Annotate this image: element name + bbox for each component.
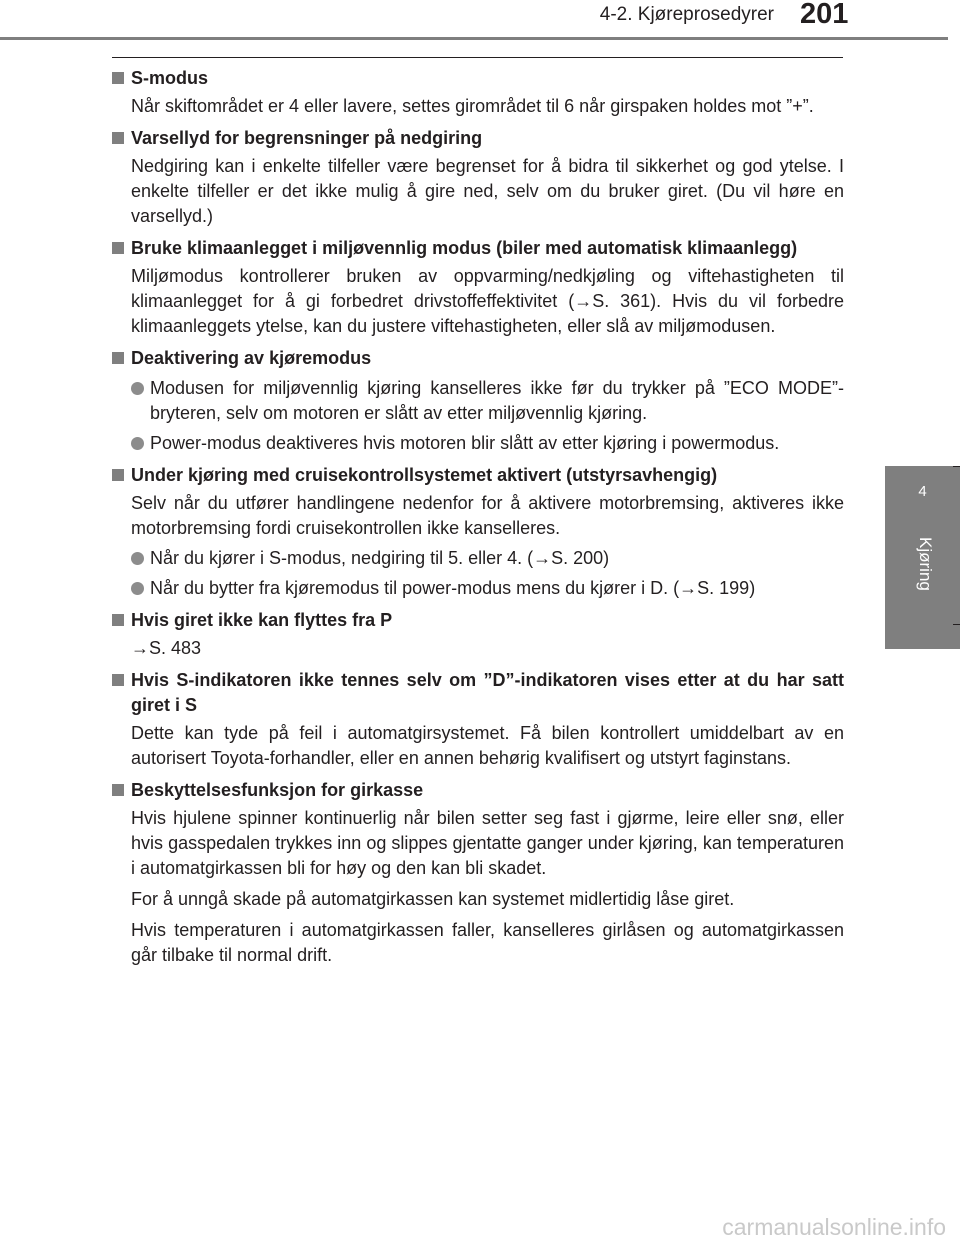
square-bullet-icon [112, 784, 124, 796]
square-bullet-icon [112, 242, 124, 254]
square-bullet-icon [112, 72, 124, 84]
circle-bullet-icon [131, 437, 144, 450]
section [112, 236, 844, 339]
square-bullet-icon [112, 352, 124, 364]
square-bullet-icon [112, 674, 124, 686]
page-number: 201 [800, 0, 849, 30]
section-paragraph: For å unngå skade på automatgirkassen kan systemet midlertidig låse giret. [131, 889, 735, 909]
section-heading-text: Deaktivering av kjøremodus [131, 348, 372, 368]
section-paragraph: Dette kan tyde på feil i automatgirsystemet. Få bilen kontrollert umiddelbart av en autorisert Toyota-forhandler, eller en annen behørig kvalifisert og utstyrt faginstans. [131, 723, 844, 768]
section-paragraph: Miljømodus kontrollerer bruken av oppvarming/nedkjøling og viftehastigheten til klimaanlegget for å gi forbedret drivstoffeffektivitet (→S. 361). Hvis du vil forbedre klimaanleggets ytelse, kan du justere viftehastigheten, eller slå av miljømodusen. [131, 266, 844, 336]
bullet-text: Power-modus deaktiveres hvis motoren blir slått av etter kjøring i powermodus. [150, 433, 780, 453]
section-heading [112, 66, 844, 91]
section [112, 66, 844, 119]
section [112, 778, 844, 968]
bullet-item [131, 376, 844, 426]
square-bullet-icon [112, 614, 124, 626]
bullet-text: Når du kjører i S-modus, nedgiring til 5. eller 4. (→S. 200) [150, 548, 610, 568]
section-heading-text: Bruke klimaanlegget i miljøvennlig modus (biler med automatisk klimaanlegg) [131, 238, 798, 258]
header-rule [0, 37, 948, 40]
watermark: carmanualsonline.info [722, 1214, 946, 1240]
content-top-rule [112, 57, 843, 58]
side-tick-bottom [953, 624, 960, 625]
side-tick-top [953, 466, 960, 467]
section-paragraph: Nedgiring kan i enkelte tilfeller være begrenset for å bidra til sikkerhet og god ytelse. I enkelte tilfeller er det ikke mulig å gire ned, selv om du bruker giret. (Du vil høre en varsellyd.) [131, 156, 844, 226]
chapter-side-tab [885, 466, 960, 649]
section-heading [112, 778, 844, 803]
circle-bullet-icon [131, 382, 144, 395]
section-heading [112, 346, 844, 371]
circle-bullet-icon [131, 582, 144, 595]
section-heading-text: S-modus [131, 68, 209, 88]
section-heading-text: Hvis S-indikatoren ikke tennes selv om ”D”-indikatoren vises etter at du har satt giret i S [131, 670, 844, 715]
bullet-text: Når du bytter fra kjøremodus til power-modus mens du kjører i D. (→S. 199) [150, 578, 756, 598]
section [112, 346, 844, 456]
section [112, 608, 844, 661]
section-heading-text: Varsellyd for begrensninger på nedgiring [131, 128, 483, 148]
section-paragraph: Hvis hjulene spinner kontinuerlig når bilen setter seg fast i gjørme, leire eller snø, eller hvis gasspedalen trykkes inn og slippes gjentatte ganger under kjøring, kan temperaturen i automatgirkassen bli for høy og den kan bli skadet. [131, 808, 844, 878]
bullet-item [131, 576, 844, 601]
section-paragraph: Når skiftområdet er 4 eller lavere, settes girområdet til 6 når girspaken holdes mot ”+”. [131, 96, 814, 116]
section [112, 463, 844, 601]
section [112, 126, 844, 229]
bullet-text: Modusen for miljøvennlig kjøring kanselleres ikke før du trykker på ”ECO MODE”-bryteren, selv om motoren er slått av etter miljøvennlig kjøring. [150, 378, 844, 423]
section-paragraph: Hvis temperaturen i automatgirkassen faller, kanselleres girlåsen og automatgirkassen går tilbake til normal drift. [131, 920, 844, 965]
section-heading [112, 668, 844, 718]
section-heading [112, 608, 844, 633]
chapter-number: 4 [918, 483, 927, 500]
section-heading-text: Hvis giret ikke kan flyttes fra P [131, 610, 393, 630]
section-heading-text: Under kjøring med cruisekontrollsystemet aktivert (utstyrsavhengig) [131, 465, 718, 485]
section-heading [112, 126, 844, 151]
section-heading [112, 236, 844, 261]
section [112, 668, 844, 771]
content [112, 66, 844, 975]
square-bullet-icon [112, 469, 124, 481]
square-bullet-icon [112, 132, 124, 144]
chapter-label: Kjøring [916, 537, 935, 591]
bullet-item [131, 546, 844, 571]
section-heading [112, 463, 844, 488]
section-paragraph: Selv når du utfører handlingene nedenfor for å aktivere motorbremsing, aktiveres ikke motorbremsing fordi cruisekontrollen ikke kanselleres. [131, 493, 844, 538]
header-section-title: 4-2. Kjøreprosedyrer [599, 4, 774, 25]
bullet-item [131, 431, 844, 456]
circle-bullet-icon [131, 552, 144, 565]
section-heading-text: Beskyttelsesfunksjon for girkasse [131, 780, 424, 800]
section-paragraph: →S. 483 [131, 638, 202, 658]
